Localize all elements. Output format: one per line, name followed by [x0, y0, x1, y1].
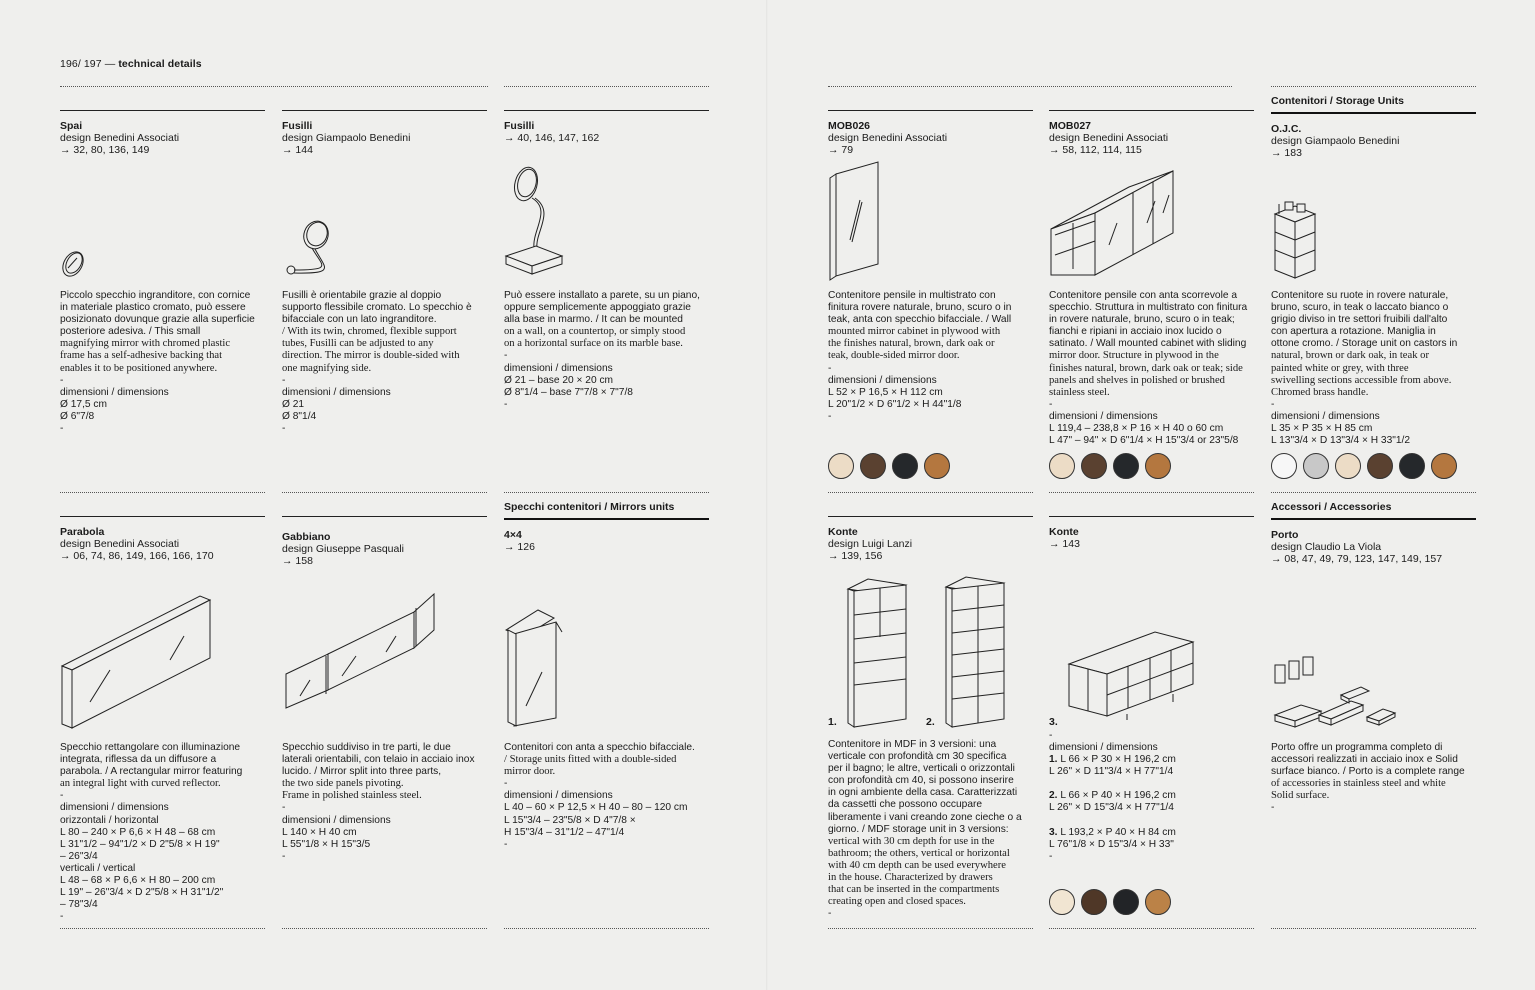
product-gabbiano	[282, 516, 487, 567]
product-refs: → 126	[504, 541, 535, 553]
konte-1-description	[828, 739, 1043, 920]
fusilli-1-description	[282, 290, 497, 435]
dim-line: L 47" – 94" × D 6"1/4 × H 15"3/4 or 23"5/8	[1049, 435, 1239, 447]
dim-line: L 19" – 26"3/4 × D 2"5/8 × H 31"1/2"	[60, 887, 224, 899]
product-name: Konte	[1049, 526, 1079, 538]
gabbiano-illustration	[282, 590, 442, 715]
dim-line: L 119,4 – 238,8 × P 16 × H 40 o 60 cm	[1049, 423, 1224, 435]
product-design: design Benedini Associati	[60, 538, 180, 550]
text-line: supporto flessibile cromato. Lo specchio è	[282, 302, 472, 314]
dim-line: L 80 – 240 × P 6,6 × H 48 – 68 cm	[60, 826, 216, 838]
text-line: mounted mirror cabinet in plywood with	[828, 326, 1001, 338]
product-name: Porto	[1271, 529, 1299, 541]
gabbiano-description	[282, 742, 497, 863]
dim-line: L 15"3/4 – 23"5/8 × D 4"7/8 ×	[504, 814, 636, 826]
row2-rule	[828, 492, 1033, 493]
page-numbers: 196/ 197 —	[60, 58, 116, 70]
dim-line: dimensioni / dimensions	[504, 790, 613, 802]
text-line: liberamente i vani creando zone cieche o a	[828, 811, 1022, 823]
product-design: design Claudio La Viola	[1271, 541, 1382, 553]
dim-line: -	[504, 398, 508, 410]
spacer	[1049, 815, 1264, 827]
text-line: con apertura a rotazione. Maniglia in	[1271, 326, 1436, 338]
dim-line: -	[828, 362, 832, 374]
text-line: bathroom; the others, vertical or horizontal	[828, 847, 1010, 859]
product-design: design Giampaolo Benedini	[1271, 135, 1400, 147]
text-line: Specchio rettangolare con illuminazione	[60, 742, 241, 753]
dim-line: L 26" × D 15"3/4 × H 77"1/4	[1049, 802, 1174, 814]
text-line: swivelling sections accessible from above.	[1271, 374, 1452, 386]
konte-horizontal-illustration	[1055, 620, 1205, 725]
page-title: technical details	[118, 58, 202, 70]
dim-line: dimensioni / dimensions	[60, 802, 169, 814]
bottom-rule	[60, 928, 265, 929]
mob027-description	[1049, 290, 1264, 447]
text-line: posizionato dovunque grazie alla superficie	[60, 314, 255, 326]
rule	[1271, 518, 1476, 520]
spacer	[1049, 778, 1264, 790]
text-line: Specchio suddiviso in tre parti, le due	[282, 742, 451, 753]
swatch-black	[1113, 889, 1139, 915]
row2-rule	[282, 492, 487, 493]
text-line: in ogni ambiente della casa. Caratterizzati	[828, 787, 1018, 799]
text-line: the finishes natural, brown, dark oak or	[828, 338, 995, 350]
text-line: Chromed brass handle.	[1271, 386, 1369, 398]
text-line: an integral light with curved reflector.	[60, 778, 221, 790]
mob026-finish-swatches	[828, 453, 950, 479]
product-konte-1	[828, 516, 1033, 562]
rule	[1271, 492, 1476, 493]
bottom-rule	[1271, 928, 1476, 929]
text-line: giorno. / MDF storage unit in 3 versions:	[828, 823, 1009, 835]
mob026-description	[828, 290, 1043, 423]
dim-line: L 52 × P 16,5 × H 112 cm	[828, 386, 943, 398]
dim-line: -	[828, 410, 832, 422]
rule	[828, 110, 1033, 111]
product-design: design Giuseppe Pasquali	[282, 543, 405, 555]
version-number: 1.	[1049, 754, 1058, 766]
product-refs: → 40, 146, 147, 162	[504, 132, 600, 144]
dim-line: L 31"1/2 – 94"1/2 × D 2"5/8 × H 19"	[60, 838, 220, 850]
dim-line: L 140 × H 40 cm	[282, 826, 357, 838]
swatch-teak	[924, 453, 950, 479]
konte-version-2-label: 2.	[926, 716, 935, 728]
product-refs: → 143	[1049, 538, 1080, 550]
text-line: teak, anta con specchio bifacciale. / Wall	[828, 314, 1012, 326]
dim-line: Ø 6"7/8	[60, 410, 95, 422]
section-title-storage-units: Contenitori / Storage Units	[1271, 95, 1405, 107]
dim-line: Ø 17,5 cm	[60, 398, 107, 410]
product-name: MOB027	[1049, 120, 1092, 132]
konte-vertical-illustrations	[828, 575, 1018, 730]
dim-line: -	[504, 778, 508, 790]
text-line: bruno, scuro, in teak o laccato bianco o	[1271, 302, 1449, 314]
spai-illustration	[60, 248, 100, 289]
product-name: Fusilli	[504, 120, 535, 132]
rule	[1271, 86, 1476, 87]
text-line: integrata, riflessa da un diffusore a	[60, 754, 217, 766]
text-line: oppure semplicemente appoggiato grazie	[504, 302, 691, 314]
text-line: stainless steel.	[1049, 386, 1110, 398]
dim-value: L 193,2 × P 40 × H 84 cm	[1060, 826, 1176, 838]
text-line: of accessories in stainless steel and white	[1271, 778, 1446, 790]
text-line: Contenitore in MDF in 3 versioni: una	[828, 739, 997, 750]
text-line: Solid surface.	[1271, 790, 1330, 802]
product-design: design Benedini Associati	[60, 132, 180, 144]
dim-line: L 35 × P 35 × H 85 cm	[1271, 423, 1373, 435]
text-line: specchio. Struttura in multistrato con finitura	[1049, 302, 1248, 314]
product-name: Gabbiano	[282, 531, 331, 543]
bottom-rule	[828, 928, 1033, 929]
parabola-description	[60, 742, 275, 923]
product-fusilli-2	[504, 110, 709, 144]
product-design: design Giampaolo Benedini	[282, 132, 411, 144]
swatch-brown-oak	[1367, 453, 1393, 479]
text-line: per il bagno; le altre, verticali o orizzontali	[828, 763, 1015, 775]
product-refs: → 183	[1271, 147, 1302, 159]
dim-line	[1049, 754, 1264, 766]
dim-line: dimensioni / dimensions	[60, 386, 169, 398]
text-line: tubes, Fusilli can be adjusted to any	[282, 338, 434, 350]
rule	[1049, 110, 1254, 111]
text-line: painted white or grey, with three	[1271, 362, 1409, 374]
product-name: Parabola	[60, 526, 105, 538]
dim-line: dimensioni / dimensions	[282, 386, 391, 398]
text-line: frame has a self-adhesive backing that	[60, 350, 223, 362]
ojc-illustration	[1271, 200, 1321, 290]
text-line: in the house. Characterized by drawers	[828, 872, 993, 884]
dim-line: -	[282, 802, 286, 814]
text-line: magnifying mirror with chromed plastic	[60, 338, 231, 350]
text-line: on a horizontal surface on its marble base.	[504, 338, 683, 350]
product-parabola	[60, 516, 265, 562]
text-line: teak, double-sided mirror door.	[828, 350, 960, 362]
text-line: Contenitori con anta a specchio bifacciale.	[504, 742, 695, 753]
mob027-illustration	[1049, 165, 1179, 285]
product-design: design Luigi Lanzi	[828, 538, 913, 550]
dim-line: L 55"1/8 × H 15"3/5	[282, 838, 371, 850]
rule	[60, 516, 265, 517]
product-ojc	[1271, 86, 1476, 159]
swatch-grey	[1303, 453, 1329, 479]
dim-line: -	[282, 374, 286, 386]
product-refs: → 58, 112, 114, 115	[1049, 144, 1142, 156]
page-header	[60, 58, 202, 70]
row2-rule	[1049, 492, 1254, 493]
konte-finish-swatches	[1049, 889, 1171, 915]
product-refs: → 32, 80, 136, 149	[60, 144, 150, 156]
dim-line: L 76"1/8 × D 15"3/4 × H 33"	[1049, 838, 1174, 850]
dim-line: -	[1271, 802, 1275, 814]
spai-description	[60, 290, 275, 435]
bottom-rule	[504, 928, 709, 929]
fusilli-wall-illustration	[282, 218, 352, 287]
swatch-white	[1271, 453, 1297, 479]
text-line: Fusilli è orientabile grazie al doppio	[282, 290, 442, 301]
product-refs: → 144	[282, 144, 313, 156]
text-line: ottone cromo. / Storage unit on castors in	[1271, 338, 1458, 350]
dim-line: – 26"3/4	[60, 850, 98, 862]
product-refs: → 79	[828, 144, 854, 156]
dim-value: L 66 × P 40 × H 196,2 cm	[1060, 790, 1176, 802]
dim-line: -	[60, 423, 64, 435]
product-name: Fusilli	[282, 120, 313, 132]
text-line: surface bianco. / Porto is a complete range	[1271, 766, 1465, 778]
konte-version-1-label: 1.	[828, 716, 837, 728]
swatch-teak	[1145, 889, 1171, 915]
dim-line: verticali / vertical	[60, 862, 136, 874]
text-line: with 40 cm depth can be used everywhere	[828, 859, 1006, 871]
dim-line: -	[1049, 850, 1053, 862]
dim-line: -	[60, 374, 64, 386]
text-line: accessori realizzati in acciaio inox e Solid	[1271, 754, 1458, 766]
swatch-teak	[1431, 453, 1457, 479]
swatch-brown-oak	[860, 453, 886, 479]
product-design: design Benedini Associati	[828, 132, 948, 144]
text-line: Contenitore su ruote in rovere naturale,	[1271, 290, 1449, 301]
dim-line: L 20"1/2 × D 6"1/2 × H 44"1/8	[828, 398, 962, 410]
rule	[504, 110, 709, 111]
ojc-description	[1271, 290, 1486, 447]
rule	[282, 110, 487, 111]
text-line: bifacciale con un lato ingranditore.	[282, 314, 437, 326]
text-line: grigio diviso in tre settori fruibili dall'alto	[1271, 314, 1448, 326]
swatch-brown-oak	[1081, 453, 1107, 479]
text-line: / Storage units fitted with a double-sided	[504, 754, 677, 766]
product-name: Konte	[828, 526, 858, 538]
dim-line: dimensioni / dimensions	[1049, 410, 1158, 422]
product-refs: → 158	[282, 555, 313, 567]
product-konte-2	[1049, 516, 1254, 550]
ojc-finish-swatches	[1271, 453, 1457, 479]
dim-line: Ø 8"1/4 – base 7"7/8 × 7"7/8	[504, 386, 633, 398]
text-line: Piccolo specchio ingranditore, con cornice	[60, 290, 251, 301]
text-line: alla base in marmo. / It can be mounted	[504, 314, 683, 326]
text-line: laterali orientabili, con telaio in acciaio inox	[282, 754, 475, 766]
text-line: posteriore adesiva. / This small	[60, 326, 201, 338]
text-line: the two side panels pivoting.	[282, 778, 404, 790]
dim-line: -	[1049, 730, 1053, 741]
text-line: Frame in polished stainless steel.	[282, 790, 422, 802]
text-line: finitura rovere naturale, bruno, scuro o in	[828, 302, 1012, 314]
swatch-natural-oak	[1049, 453, 1075, 479]
dim-line: dimensioni / dimensions	[1049, 742, 1158, 754]
dim-line: L 48 – 68 × P 6,6 × H 80 – 200 cm	[60, 875, 216, 887]
product-design: design Benedini Associati	[1049, 132, 1169, 144]
text-line: parabola. / A rectangular mirror featuring	[60, 766, 243, 778]
dim-line: Ø 21 – base 20 × 20 cm	[504, 374, 614, 386]
text-line: Porto offre un programma completo di	[1271, 742, 1443, 753]
rule	[504, 492, 709, 493]
text-line: satinato. / Wall mounted cabinet with sliding	[1049, 338, 1247, 350]
mob027-finish-swatches	[1049, 453, 1171, 479]
text-line: con profondità cm 40, si possono inserire	[828, 775, 1014, 787]
version-number: 3.	[1049, 826, 1058, 838]
text-line: natural, brown or dark oak, in teak or	[1271, 350, 1429, 362]
swatch-dark-oak	[1113, 453, 1139, 479]
rule	[504, 518, 709, 520]
product-name: MOB026	[828, 120, 871, 132]
dim-line	[1049, 827, 1264, 839]
dim-value: L 66 × P 30 × H 196,2 cm	[1060, 754, 1176, 766]
text-line: / With its twin, chromed, flexible support	[282, 326, 457, 338]
dim-line: L 40 – 60 × P 12,5 × H 40 – 80 – 120 cm	[504, 802, 688, 814]
text-line: in rovere naturale, bruno, scuro o in teak;	[1049, 314, 1235, 326]
rule	[282, 516, 487, 517]
dim-line: dimensioni / dimensions	[504, 362, 613, 374]
text-line: Può essere installato a parete, su un piano,	[504, 290, 700, 301]
rule	[1271, 112, 1476, 114]
rule	[1049, 516, 1254, 517]
swatch-natural-oak	[828, 453, 854, 479]
mob026-illustration	[828, 160, 884, 287]
text-line: verticale con profondità cm 30 specifica	[828, 751, 1007, 763]
text-line: enables it to be positioned anywhere.	[60, 362, 218, 374]
bottom-rule	[1049, 928, 1254, 929]
dim-line	[1049, 790, 1264, 802]
text-line: creating open and closed spaces.	[828, 896, 966, 908]
product-name: O.J.C.	[1271, 123, 1302, 135]
porto-description	[1271, 742, 1486, 815]
parabola-illustration	[60, 590, 220, 735]
text-line: mirror door. Structure in plywood in the	[1049, 350, 1219, 362]
porto-illustration	[1271, 655, 1411, 740]
product-porto	[1271, 492, 1476, 565]
text-line: fianchi e ripiani in acciaio inox lucido o	[1049, 326, 1222, 338]
4x4-description	[504, 742, 719, 851]
section-title-accessories: Accessori / Accessories	[1271, 501, 1392, 513]
dim-line: -	[1049, 398, 1053, 410]
dim-line: L 13"3/4 × D 13"3/4 × H 33"1/2	[1271, 435, 1411, 447]
text-line: Contenitore pensile con anta scorrevole a	[1049, 290, 1238, 301]
product-fusilli-1	[282, 110, 487, 156]
text-line: mirror door.	[504, 766, 556, 778]
dim-line: L 26" × D 11"3/4 × H 77"1/4	[1049, 766, 1174, 778]
swatch-natural-oak	[1335, 453, 1361, 479]
dim-line: -	[282, 850, 286, 862]
rule	[828, 516, 1033, 517]
text-line: vertical with 30 cm depth for use in the	[828, 835, 995, 847]
product-refs: → 06, 74, 86, 149, 166, 166, 170	[60, 550, 214, 562]
product-mob026	[828, 110, 1033, 156]
4x4-illustration	[504, 600, 574, 735]
product-spai	[60, 110, 265, 156]
product-4x4	[504, 492, 709, 553]
product-name: Spai	[60, 120, 83, 132]
dim-line: dimensioni / dimensions	[1271, 410, 1380, 422]
fusilli-2-description	[504, 290, 719, 411]
konte-2-dimensions	[1049, 730, 1264, 863]
top-rule-mid	[504, 86, 709, 87]
swatch-dark-brown	[1081, 889, 1107, 915]
swatch-dark-oak	[1399, 453, 1425, 479]
text-line: on a wall, on a countertop, or simply stood	[504, 326, 686, 338]
top-rule-right	[828, 86, 1232, 87]
text-line: panels and shelves in polished or brushed	[1049, 374, 1225, 386]
dim-line: Ø 21	[282, 398, 305, 410]
dim-line: -	[60, 790, 64, 802]
dim-line: -	[504, 350, 508, 362]
text-line: direction. The mirror is double-sided with	[282, 350, 460, 362]
dim-line: -	[1271, 398, 1275, 410]
section-title-mirrors-units: Specchi contenitori / Mirrors units	[504, 501, 675, 513]
page-fold	[766, 0, 768, 990]
row2-rule	[60, 492, 265, 493]
top-rule-left	[60, 86, 488, 87]
text-line: in materiale plastico cromato, può essere	[60, 302, 246, 314]
product-refs: → 08, 47, 49, 79, 123, 147, 149, 157	[1271, 553, 1443, 565]
text-line: one magnifying side.	[282, 362, 372, 374]
fusilli-stand-illustration	[504, 160, 564, 290]
dim-line: orizzontali / horizontal	[60, 814, 159, 826]
dim-line: H 15"3/4 – 31"1/2 – 47"1/4	[504, 826, 625, 838]
dim-line: dimensioni / dimensions	[282, 814, 391, 826]
swatch-dark-oak	[892, 453, 918, 479]
dim-line: -	[504, 838, 508, 850]
swatch-teak	[1145, 453, 1171, 479]
version-number: 2.	[1049, 790, 1058, 802]
text-line: finishes natural, brown, dark oak or teak; side	[1049, 362, 1243, 374]
text-line: lucido. / Mirror split into three parts,	[282, 766, 442, 778]
product-name: 4×4	[504, 529, 522, 541]
rule	[60, 110, 265, 111]
product-mob027	[1049, 110, 1254, 156]
text-line: that can be inserted in the compartments	[828, 884, 1000, 896]
dim-line: -	[282, 423, 286, 435]
text-line: da cassetti che possono occupare	[828, 799, 983, 811]
dim-line: -	[828, 908, 832, 920]
dim-line: -	[60, 911, 64, 923]
konte-version-3-label: 3.	[1049, 716, 1058, 728]
swatch-white-ash	[1049, 889, 1075, 915]
dim-line: Ø 8"1/4	[282, 410, 317, 422]
text-line: Contenitore pensile in multistrato con	[828, 290, 996, 301]
dim-line: dimensioni / dimensions	[828, 374, 937, 386]
product-refs: → 139, 156	[828, 550, 883, 562]
dim-line: – 78"3/4	[60, 899, 98, 911]
bottom-rule	[282, 928, 487, 929]
